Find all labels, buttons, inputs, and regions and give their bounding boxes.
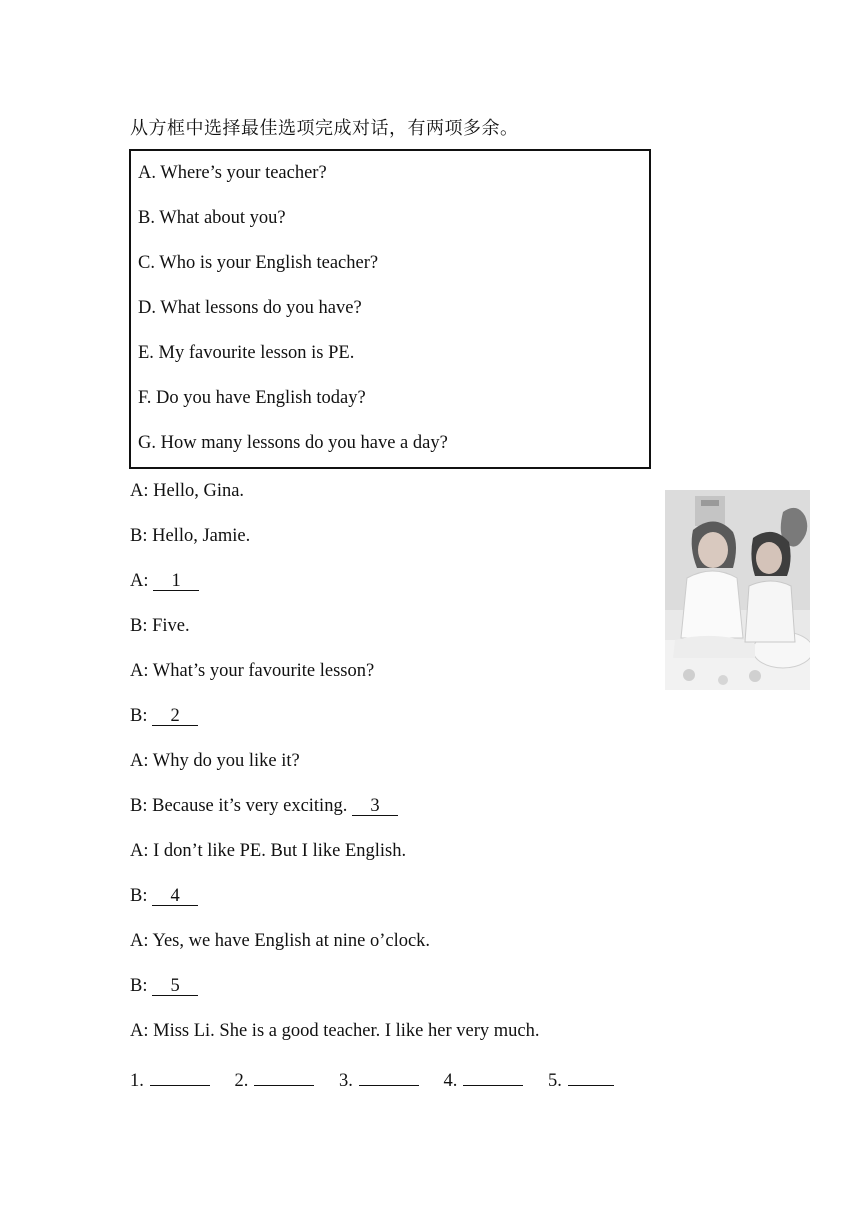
answer-number-4: 4. bbox=[443, 1071, 458, 1091]
dialogue-line: B: Hello, Jamie. bbox=[130, 526, 251, 546]
speaker-label: B: bbox=[130, 706, 148, 726]
answer-field-2[interactable] bbox=[254, 1067, 314, 1086]
dialogue-line: A: What’s your favourite lesson? bbox=[130, 661, 375, 681]
answer-blank-2[interactable]: 2 bbox=[152, 707, 198, 726]
dialogue-line bbox=[130, 886, 198, 907]
dialogue-line bbox=[130, 571, 199, 592]
speaker-label: B: bbox=[130, 886, 148, 906]
answer-blank-1[interactable]: 1 bbox=[153, 572, 199, 591]
answer-field-4[interactable] bbox=[463, 1067, 523, 1086]
dialogue-text: B: Because it’s very exciting. bbox=[130, 796, 348, 816]
option-b: B. What about you? bbox=[138, 208, 286, 228]
option-c: C. Who is your English teacher? bbox=[138, 253, 379, 273]
answer-blank-5[interactable]: 5 bbox=[152, 977, 198, 996]
answer-number-3: 3. bbox=[339, 1071, 353, 1091]
dialogue-line: A: Hello, Gina. bbox=[130, 481, 245, 501]
answer-blank-3[interactable]: 3 bbox=[352, 797, 398, 816]
option-g: G. How many lessons do you have a day? bbox=[138, 433, 448, 453]
dialogue-line: B: Five. bbox=[130, 616, 190, 636]
option-d: D. What lessons do you have? bbox=[138, 298, 362, 318]
answer-row bbox=[130, 1067, 614, 1092]
dialogue-line: A: I don’t like PE. But I like English. bbox=[130, 841, 407, 861]
dialogue-line bbox=[130, 976, 198, 997]
option-f: F. Do you have English today? bbox=[138, 388, 366, 408]
answer-field-5[interactable] bbox=[568, 1067, 614, 1086]
instruction-text: 从方框中选择最佳选项完成对话，有两项多余。 bbox=[130, 118, 519, 139]
option-e: E. My favourite lesson is PE. bbox=[138, 343, 355, 363]
dialogue-line: A: Miss Li. She is a good teacher. I like her very much. bbox=[130, 1021, 540, 1041]
speaker-label: B: bbox=[130, 976, 148, 996]
two-girls-photo bbox=[665, 490, 810, 690]
dialogue-line: A: Why do you like it? bbox=[130, 751, 300, 771]
answer-number-2: 2. bbox=[234, 1071, 249, 1091]
dialogue-line: A: Yes, we have English at nine o’clock. bbox=[130, 931, 431, 951]
answer-field-1[interactable] bbox=[150, 1067, 210, 1086]
answer-blank-4[interactable]: 4 bbox=[152, 887, 198, 906]
options-box bbox=[129, 149, 651, 469]
speaker-label: A: bbox=[130, 571, 149, 591]
answer-field-3[interactable] bbox=[359, 1067, 419, 1086]
dialogue-line bbox=[130, 796, 398, 817]
answer-number-1: 1. bbox=[130, 1071, 144, 1091]
dialogue-line bbox=[130, 706, 198, 727]
option-a: A. Where’s your teacher? bbox=[138, 163, 327, 183]
answer-number-5: 5. bbox=[548, 1071, 562, 1091]
